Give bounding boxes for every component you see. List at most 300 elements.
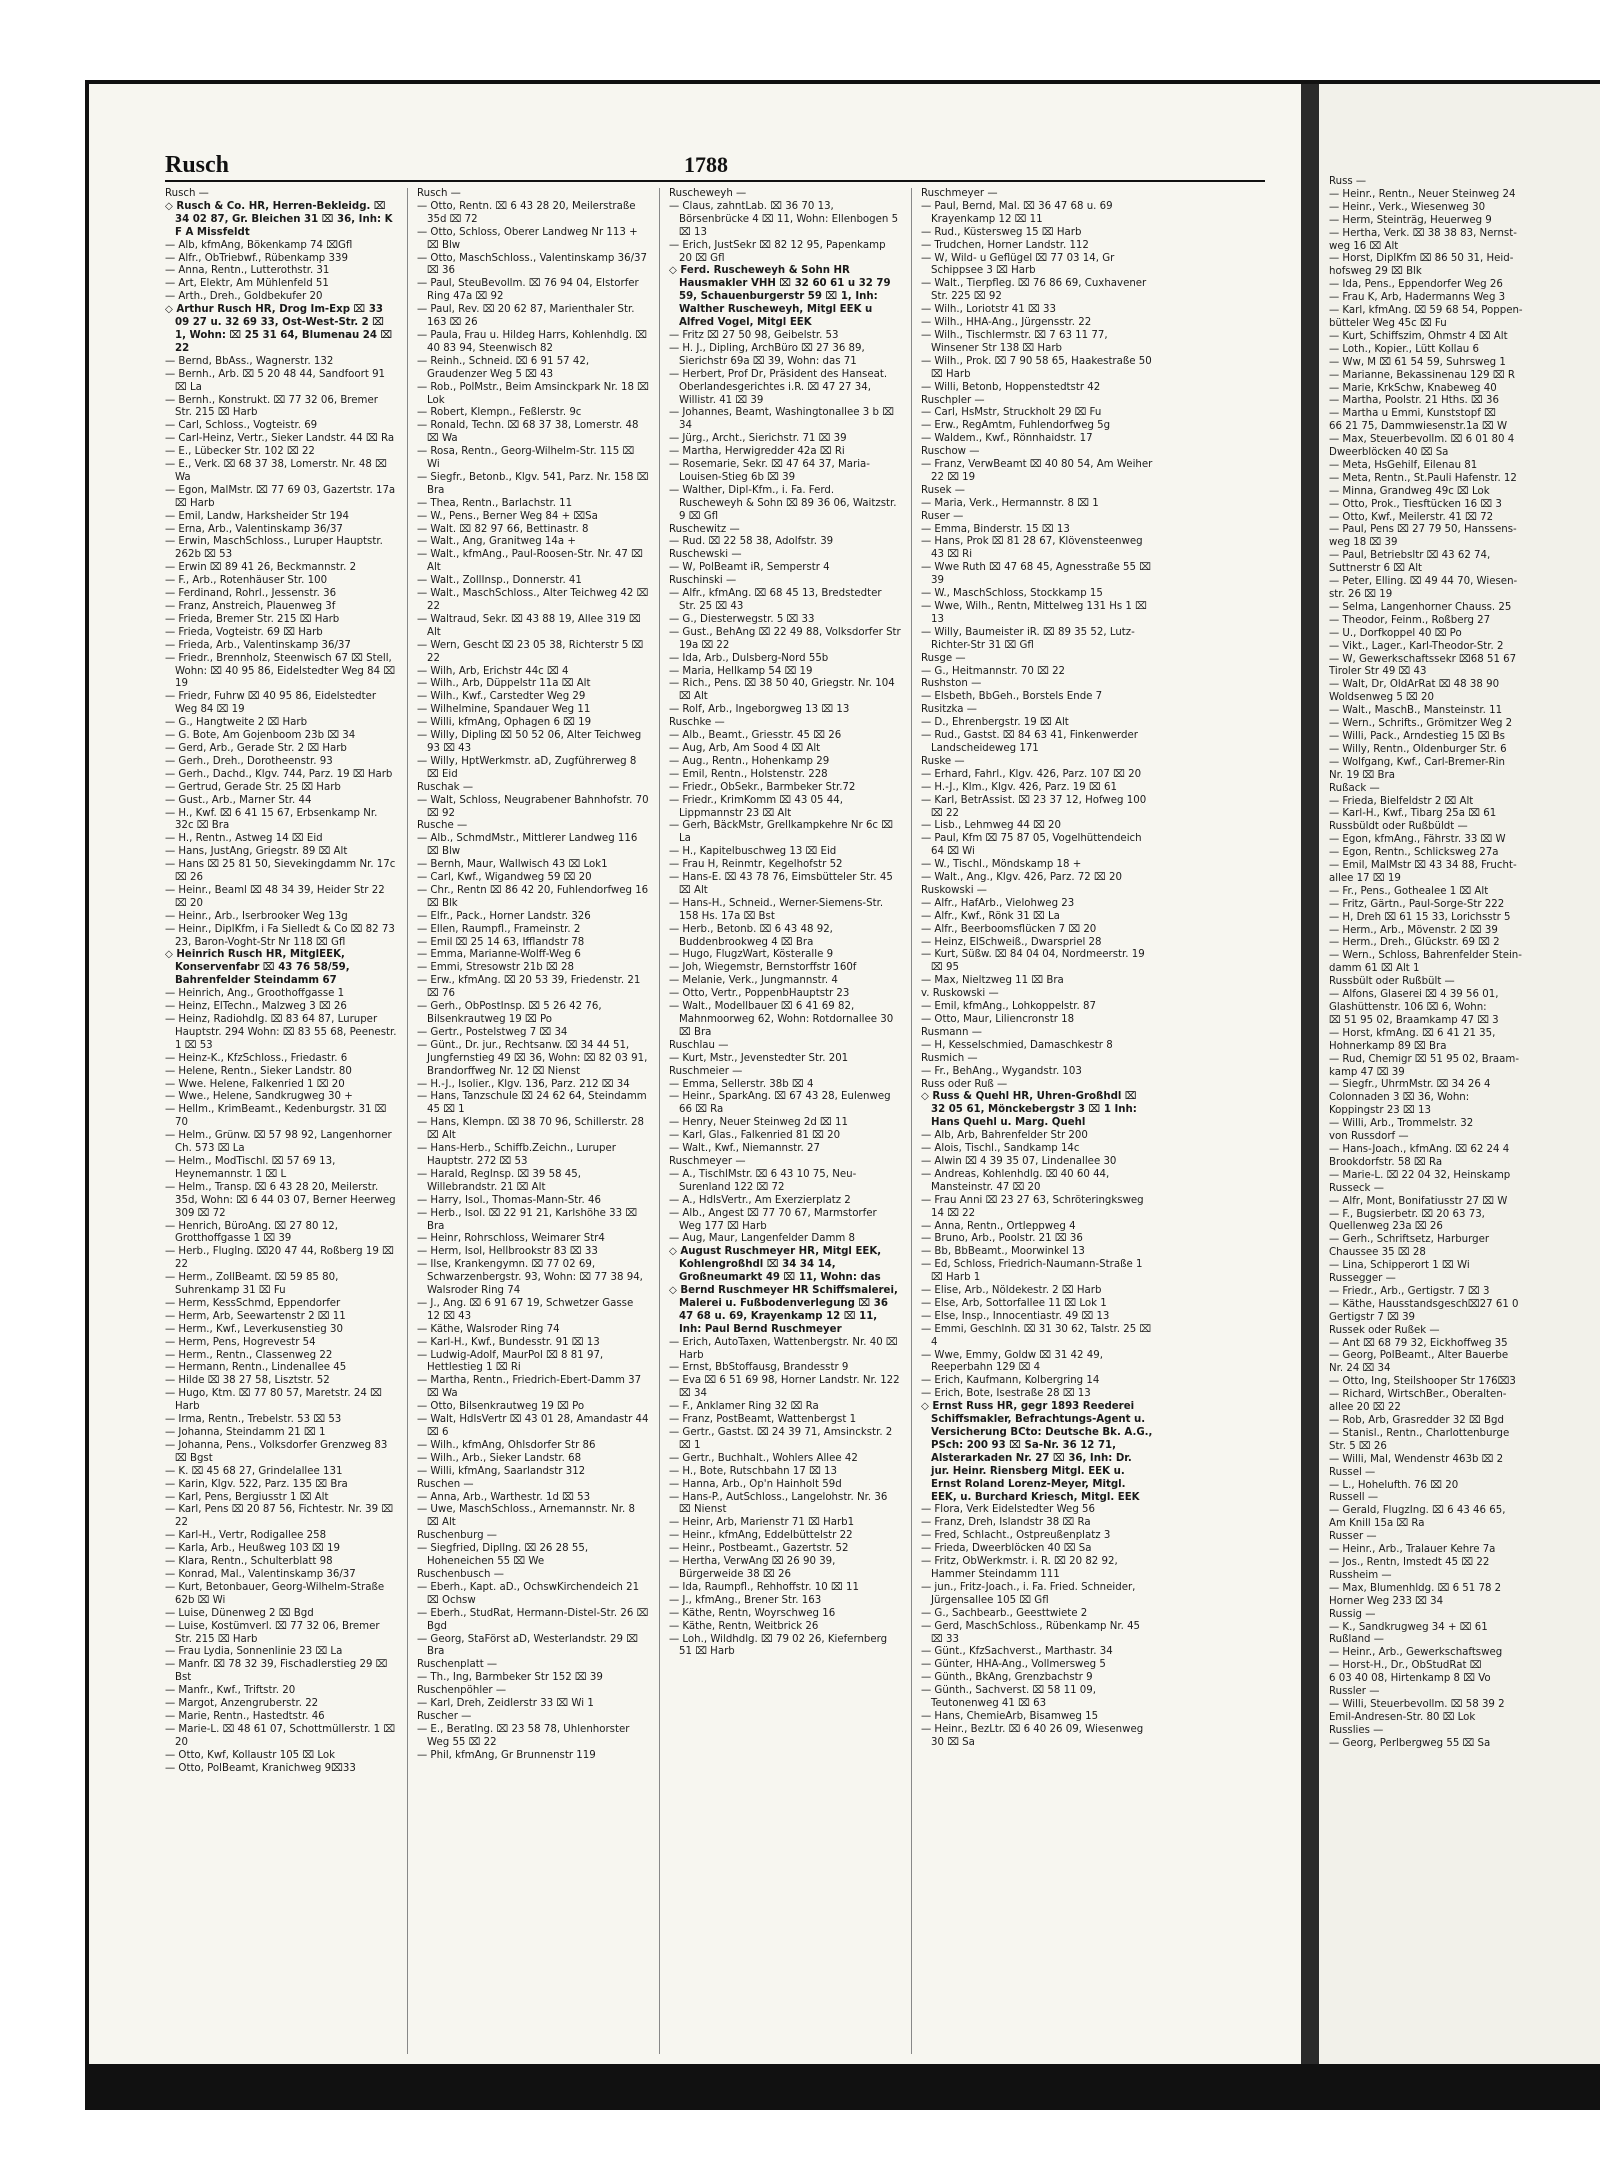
listing-entry: — G., Hangtweite 2 ⌧ Harb bbox=[165, 717, 308, 729]
listing-entry: — D., Ehrenbergstr. 19 ⌧ Alt bbox=[921, 717, 1069, 729]
facing-page-line: — Meta, HsGehilf, Eilenau 81 bbox=[1329, 459, 1478, 471]
listing-entry: — F., Anklamer Ring 32 ⌧ Ra bbox=[669, 1401, 819, 1413]
listing-entry: — Aug., Rentn., Hohenkamp 29 bbox=[669, 755, 830, 767]
listing-entry: — Herb., Fluglng. ⌧20 47 44, Roßberg 19 ⌧ 22 bbox=[165, 1246, 394, 1271]
listing-entry: — Franz, PostBeamt, Wattenbergst 1 bbox=[669, 1414, 857, 1426]
listing-entry: — W., MaschSchloss, Stockkamp 15 bbox=[921, 588, 1103, 600]
surname-heading: Rusge — bbox=[921, 652, 966, 664]
surname-heading: Rusitzka — bbox=[921, 704, 977, 716]
listing-entry: — Rich., Pens. ⌧ 38 50 40, Griegstr. Nr. 104 ⌧ Alt bbox=[669, 678, 895, 703]
listing-entry: — Alfr., Beerboomsflücken 7 ⌧ 20 bbox=[921, 923, 1097, 935]
listing-entry: — Günth., BkAng, Grenzbachstr 9 bbox=[921, 1672, 1093, 1684]
listing-entry: — Georg, StaFörst aD, Westerlandstr. 29 ⌧ Bra bbox=[417, 1633, 638, 1658]
listing-entry: — Heinr., Beaml ⌧ 48 34 39, Heider Str 22 ⌧ 20 bbox=[165, 884, 385, 909]
listing-entry: — Bernd, BbAss., Wagnerstr. 132 bbox=[165, 355, 334, 367]
listing-entry: — Franz, VerwBeamt ⌧ 40 80 54, Am Weiher 22 ⌧ 19 bbox=[921, 459, 1153, 483]
listing-entry: — Erw., kfmAng. ⌧ 20 53 39, Friedenstr. 21 ⌧ 76 bbox=[417, 975, 641, 1000]
listing-entry: — Harry, Isol., Thomas-Mann-Str. 46 bbox=[417, 1194, 601, 1206]
facing-page-line: — Frau K, Arb, Hadermanns Weg 3 bbox=[1329, 292, 1506, 304]
listing-entry: — Rosa, Rentn., Georg-Wilhelm-Str. 115 ⌧ Wi bbox=[417, 446, 635, 471]
listing-entry: — Walt, HdlsVertr ⌧ 43 01 28, Amandastr 44 ⌧ 6 bbox=[417, 1414, 649, 1438]
listing-entry: — Käthe, Rentn, Woyrschweg 16 bbox=[669, 1607, 836, 1619]
listing-entry: — Willy, Dipling ⌧ 50 52 06, Alter Teichweg 93 ⌧ 43 bbox=[417, 730, 642, 754]
listing-entry: — Marie, Rentn., Hastedtstr. 46 bbox=[165, 1710, 325, 1722]
facing-page-line: str. 26 ⌧ 19 bbox=[1329, 589, 1393, 600]
listing-entry: — Paul, Bernd, Mal. ⌧ 36 47 68 u. 69 Krayenkamp 12 ⌧ 11 bbox=[921, 200, 1113, 225]
listing-entry: — Wwe, Wilh., Rentn, Mittelweg 131 Hs 1 ⌧ 13 bbox=[921, 601, 1147, 625]
facing-page-line: Nr. 24 ⌧ 34 bbox=[1329, 1363, 1391, 1375]
facing-page-line: — Marianne, Bekassinenau 129 ⌧ R bbox=[1329, 369, 1515, 381]
surname-heading: Ruschmeyer — bbox=[921, 188, 998, 199]
surname-heading: Ruscher — bbox=[417, 1710, 472, 1722]
listing-column-2 bbox=[417, 188, 649, 2058]
listing-entry: — Carl, Schloss., Vogteistr. 69 bbox=[165, 420, 318, 432]
listing-entry: — Alois, Tischl., Sandkamp 14c bbox=[921, 1143, 1080, 1155]
listing-entry: — Alfr., ObTriebwf., Rübenkamp 339 bbox=[165, 252, 348, 264]
facing-page-line: — Paul, Betriebsltr ⌧ 43 62 74, bbox=[1329, 550, 1491, 562]
listing-entry: — Emil ⌧ 25 14 63, Ifflandstr 78 bbox=[417, 936, 585, 948]
facing-page-line: Glashüttenstr. 106 ⌧ 6, Wohn: bbox=[1329, 1002, 1487, 1013]
listing-entry: — Max, Nieltzweg 11 ⌧ Bra bbox=[921, 975, 1064, 987]
facing-page-line: Brookdorfstr. 58 ⌧ Ra bbox=[1329, 1156, 1443, 1168]
listing-entry: — Carl, HsMstr, Struckholt 29 ⌧ Fu bbox=[921, 407, 1102, 419]
listing-entry: — Herm., Kwf., Leverkusenstieg 30 bbox=[165, 1323, 343, 1335]
business-entry: ◇ Heinrich Rusch HR, MitglEEK, Konservenfabr ⌧ 43 76 58/59, Bahrenfelder Steindamm 67 bbox=[165, 949, 350, 987]
listing-entry: — Aug, Arb, Am Sood 4 ⌧ Alt bbox=[669, 742, 821, 754]
listing-entry: — W, Wild- u Geflügel ⌧ 77 03 14, Gr Schippsee 3 ⌧ Harb bbox=[921, 252, 1115, 277]
listing-entry: — Hugo, FlugzWart, Kösteralle 9 bbox=[669, 949, 834, 961]
facing-page-line: Str. 5 ⌧ 26 bbox=[1329, 1440, 1387, 1452]
facing-page-line: — Wolfgang, Kwf., Carl-Bremer-Rin bbox=[1329, 756, 1505, 768]
surname-heading: Ruskowski — bbox=[921, 884, 987, 896]
listing-entry: — H.-J., Isolier., Klgv. 136, Parz. 212 ⌧ 34 bbox=[417, 1078, 630, 1090]
listing-entry: — H, Kesselschmied, Damaschkestr 8 bbox=[921, 1039, 1113, 1051]
surname-heading: Rusch — bbox=[417, 188, 461, 199]
listing-entry: — Ludwig-Adolf, MaurPol ⌧ 8 81 97, Hettlestieg 1 ⌧ Ri bbox=[417, 1349, 604, 1374]
facing-page-line: — Stanisl., Rentn., Charlottenburge bbox=[1329, 1427, 1510, 1439]
facing-page-line: allee 20 ⌧ 22 bbox=[1329, 1402, 1401, 1414]
surname-heading: Ruschpler — bbox=[921, 394, 985, 406]
surname-heading: Rusek — bbox=[921, 484, 965, 496]
surname-heading: Ruschen — bbox=[417, 1478, 474, 1490]
surname-heading: Ruschewitz — bbox=[669, 523, 740, 535]
listing-entry: — Karl-H., Vertr, Rodigallee 258 bbox=[165, 1530, 327, 1542]
listing-entry: — Herm, KessSchmd, Eppendorfer bbox=[165, 1297, 341, 1309]
facing-page-line: — L., Hohelufth. 76 ⌧ 20 bbox=[1329, 1479, 1459, 1491]
listing-entry: — H., Kapitelbuschweg 13 ⌧ Eid bbox=[669, 846, 837, 858]
surname-heading: Rusmann — bbox=[921, 1026, 982, 1038]
surname-heading: Rusch — bbox=[165, 188, 209, 199]
listing-entry: — Walt., Modellbauer ⌧ 6 41 69 82, Mahnmoorweg 62, Wohn: Rotdornallee 30 ⌧ Bra bbox=[669, 1001, 894, 1038]
listing-entry: — Helm., Grünw. ⌧ 57 98 92, Langenhorner Ch. 573 ⌧ La bbox=[165, 1130, 392, 1155]
listing-entry: — Walt., Tierpfleg. ⌧ 76 86 69, Cuxhavener Str. 225 ⌧ 92 bbox=[921, 278, 1147, 303]
facing-page-line: allee 17 ⌧ 19 bbox=[1329, 872, 1401, 884]
listing-entry: — Hans, Prok ⌧ 81 28 67, Klövensteenweg 43 ⌧ Ri bbox=[921, 536, 1143, 561]
listing-entry: — Herb., Betonb. ⌧ 6 43 48 92, Buddenbrookweg 4 ⌧ Bra bbox=[669, 923, 833, 948]
listing-entry: — Hans, JustAng, Griegstr. 89 ⌧ Alt bbox=[165, 846, 348, 858]
facing-page-line: Suttnerstr 6 ⌧ Alt bbox=[1329, 563, 1423, 575]
surname-heading: Ruschow — bbox=[921, 446, 980, 458]
surname-heading: Ruschenburg — bbox=[417, 1530, 497, 1542]
facing-page-line: Russel — bbox=[1329, 1466, 1376, 1478]
surname-heading: Ruschak — bbox=[417, 781, 474, 793]
listing-column-3 bbox=[669, 188, 901, 2058]
facing-page-line: — Gerald, FlugzIng. ⌧ 6 43 46 65, bbox=[1329, 1505, 1506, 1517]
surname-heading: Ruschenpöhler — bbox=[417, 1685, 507, 1697]
facing-page-line: Russler — bbox=[1329, 1686, 1380, 1698]
listing-entry: — Hermann, Rentn., Lindenallee 45 bbox=[165, 1362, 347, 1374]
facing-page-line: — Peter, Elling. ⌧ 49 44 70, Wiesen- bbox=[1329, 576, 1518, 588]
facing-page-line: — Willi, Arb., Trommelstr. 32 bbox=[1329, 1118, 1474, 1130]
facing-page-line: — Max, Blumenhldg. ⌧ 6 51 78 2 bbox=[1329, 1582, 1502, 1594]
listing-entry: — Emma, Binderstr. 15 ⌧ 13 bbox=[921, 523, 1070, 535]
listing-entry: — Herm, Arb, Seewartenstr 2 ⌧ 11 bbox=[165, 1310, 346, 1322]
listing-entry: — Melanie, Verk., Jungmannstr. 4 bbox=[669, 975, 838, 987]
listing-entry: — Elsbeth, BbGeh., Borstels Ende 7 bbox=[921, 691, 1103, 703]
listing-entry: — Günt., KfzSachverst., Marthastr. 34 bbox=[921, 1646, 1113, 1658]
listing-entry: — Gerh., Dachd., Klgv. 744, Parz. 19 ⌧ Harb bbox=[165, 768, 393, 780]
facing-page-line: — Käthe, Hausstandsgesch⌧27 61 0 bbox=[1329, 1298, 1519, 1310]
listing-entry: — Wilhelmine, Spandauer Weg 11 bbox=[417, 704, 591, 716]
listing-entry: — Karin, Klgv. 522, Parz. 135 ⌧ Bra bbox=[165, 1478, 348, 1490]
listing-entry: — Ilse, Krankengymn. ⌧ 77 02 69, Schwarzenbergstr. 93, Wohn: ⌧ 77 38 94, Walsroder Ring 74 bbox=[417, 1259, 643, 1297]
listing-entry: — Walt, Schloss, Neugrabener Bahnhofstr. 70 ⌧ 92 bbox=[417, 794, 649, 819]
listing-entry: — Lisb., Lehmweg 44 ⌧ 20 bbox=[921, 820, 1062, 832]
listing-entry: — Walt., Kwf., Niemannstr. 27 bbox=[669, 1143, 820, 1155]
listing-entry: — Hans, ChemieArb, Bisamweg 15 bbox=[921, 1710, 1099, 1722]
facing-page-line: — Loth., Kopier., Lütt Kollau 6 bbox=[1329, 343, 1479, 355]
listing-entry: — Karl, Glas., Falkenried 81 ⌧ 20 bbox=[669, 1130, 841, 1142]
listing-entry: — Gertr., Gastst. ⌧ 24 39 71, Amsinckstr. 2 ⌧ 1 bbox=[669, 1427, 893, 1451]
facing-page-line: — U., Dorfkoppel 40 ⌧ Po bbox=[1329, 627, 1462, 639]
listing-entry: — Heinr., BezLtr. ⌧ 6 40 26 09, Wiesenweg 30 ⌧ Sa bbox=[921, 1723, 1144, 1748]
facing-page-line: kamp 47 ⌧ 39 bbox=[1329, 1066, 1405, 1078]
listing-entry: — Manfr., Kwf., Triftstr. 20 bbox=[165, 1685, 296, 1697]
facing-page-line: Quellenweg 23a ⌧ 26 bbox=[1329, 1221, 1443, 1233]
listing-entry: — Loh., Wildhdlg. ⌧ 79 02 26, Kiefernberg 51 ⌧ Harb bbox=[669, 1633, 888, 1658]
listing-entry: — Otto, Maur, Liliencronstr 18 bbox=[921, 1014, 1075, 1025]
listing-entry: — Käthe, Rentn, Weitbrick 26 bbox=[669, 1620, 819, 1632]
listing-entry: — Waldem., Kwf., Rönnhaidstr. 17 bbox=[921, 433, 1093, 445]
listing-entry: — Ida, Arb., Dulsberg-Nord 55b bbox=[669, 652, 829, 664]
facing-page-line: Colonnaden 3 ⌧ 36, Wohn: bbox=[1329, 1092, 1470, 1104]
listing-entry: — Rolf, Arb., Ingeborgweg 13 ⌧ 13 bbox=[669, 704, 850, 716]
listing-entry: — H., Kwf. ⌧ 6 41 15 67, Erbsenkamp Nr. 32c ⌧ Bra bbox=[165, 807, 378, 832]
surname-heading: Rusche — bbox=[417, 820, 468, 832]
listing-entry: — Heinr., Arb., Iserbrooker Weg 13g bbox=[165, 910, 348, 922]
listing-entry: — Wilh., kfmAng, Ohlsdorfer Str 86 bbox=[417, 1439, 596, 1451]
listing-entry: — Erich, Kaufmann, Kolbergring 14 bbox=[921, 1375, 1100, 1387]
facing-page-line: — Egon, Rentn., Schlicksweg 27a bbox=[1329, 847, 1499, 859]
listing-entry: — Helm., Transp. ⌧ 6 43 28 20, Meilerstr. 35d, Wohn: ⌧ 6 44 03 07, Berner Heerweg 309 ⌧ 72 bbox=[165, 1181, 396, 1219]
listing-entry: — Frau H, Reinmtr, Kegelhofstr 52 bbox=[669, 859, 843, 871]
listing-entry: — Anna, Rentn., Lutterothstr. 31 bbox=[165, 265, 330, 277]
listing-entry: — Frieda, Arb., Valentinskamp 36/37 bbox=[165, 639, 351, 651]
facing-page-line: Am Knill 15a ⌧ Ra bbox=[1329, 1518, 1425, 1530]
listing-entry: — Wilh., Arb., Sieker Landstr. 68 bbox=[417, 1452, 582, 1464]
listing-entry: — Wilh., HHA-Ang., Jürgensstr. 22 bbox=[921, 317, 1092, 329]
facing-page-line: — Herm., Arb., Mövenstr. 2 ⌧ 39 bbox=[1329, 924, 1498, 936]
listing-entry: — Wilh., Kwf., Carstedter Weg 29 bbox=[417, 691, 586, 703]
listing-entry: — Margot, Anzengruberstr. 22 bbox=[165, 1698, 319, 1710]
listing-entry: — Erw., RegAmtm, Fuhlendorfweg 5g bbox=[921, 420, 1111, 432]
listing-entry: — Rob., PolMstr., Beim Amsinckpark Nr. 18 ⌧ Lok bbox=[417, 381, 649, 406]
listing-entry: — Heinr., Postbeamt., Gazertstr. 52 bbox=[669, 1543, 849, 1555]
listing-entry: — Heinr, Arb, Marienstr 71 ⌧ Harb1 bbox=[669, 1517, 855, 1529]
listing-entry: — Manfr. ⌧ 78 32 39, Fischadlerstieg 29 ⌧ Bst bbox=[165, 1659, 388, 1684]
listing-entry: — Emma, Marianne-Wolff-Weg 6 bbox=[417, 949, 581, 961]
listing-entry: — Frieda, Bremer Str. 215 ⌧ Harb bbox=[165, 613, 340, 625]
facing-page-line: — Emil, MalMstr ⌧ 43 34 88, Frucht- bbox=[1329, 860, 1517, 872]
listing-entry: — Maria, Verk., Hermannstr. 8 ⌧ 1 bbox=[921, 497, 1099, 509]
listing-entry: — Phil, kfmAng, Gr Brunnenstr 119 bbox=[417, 1749, 596, 1761]
facing-page-line: — Otto, Kwf., Meilerstr. 41 ⌧ 72 bbox=[1329, 511, 1494, 523]
listing-entry: — Carl-Heinz, Vertr., Sieker Landstr. 44 ⌧ Ra bbox=[165, 433, 395, 445]
facing-page-line: — Marie, KrkSchw, Knabeweg 40 bbox=[1329, 382, 1497, 394]
facing-page-line: — Vikt., Lager., Karl-Theodor-Str. 2 bbox=[1329, 640, 1504, 652]
facing-page-line: — Hertha, Verk. ⌧ 38 38 83, Nernst- bbox=[1329, 227, 1517, 239]
facing-page-line: Dweerblöcken 40 ⌧ Sa bbox=[1329, 447, 1449, 459]
listing-entry: — Walt., Ang, Granitweg 14a + bbox=[417, 536, 576, 548]
listing-entry: — Willi, kfmAng, Saarlandstr 312 bbox=[417, 1465, 586, 1477]
listing-entry: — Gust., BehAng ⌧ 22 49 88, Volksdorfer Str 19a ⌧ 22 bbox=[669, 626, 901, 651]
listing-entry: — Otto, Vertr., PoppenbHauptstr 23 bbox=[669, 988, 850, 1000]
listing-entry: — Erich, JustSekr ⌧ 82 12 95, Papenkamp 20 ⌧ Gfl bbox=[669, 239, 886, 264]
listing-entry: — Bernh., Arb. ⌧ 5 20 48 44, Sandfoort 91 ⌧ La bbox=[165, 368, 386, 393]
facing-page-line: — Friedr., Arb., Gertigstr. 7 ⌧ 3 bbox=[1329, 1285, 1490, 1297]
facing-page-line: — Heinr., Verk., Wiesenweg 30 bbox=[1329, 201, 1486, 213]
listing-entry: — H., Bote, Rutschbahn 17 ⌧ 13 bbox=[669, 1465, 838, 1477]
listing-entry: — H. J., Dipling, ArchBüro ⌧ 27 36 89, Sierichstr 69a ⌧ 39, Wohn: das 71 bbox=[669, 342, 865, 367]
listing-entry: — Karl, Pens, Bergiusstr 1 ⌧ Alt bbox=[165, 1491, 329, 1503]
listing-entry: — Herm, Pens, Hogrevestr 54 bbox=[165, 1336, 316, 1348]
facing-page-line: Russell — bbox=[1329, 1492, 1379, 1504]
listing-entry: — Rud., Gastst. ⌧ 84 63 41, Finkenwerder Landscheideweg 171 bbox=[921, 730, 1138, 754]
listing-entry: — Friedr, Fuhrw ⌧ 40 95 86, Eidelstedter Weg 84 ⌧ 19 bbox=[165, 691, 377, 716]
facing-page-line: Russ — bbox=[1329, 176, 1367, 187]
facing-page-line: 66 21 75, Dammwiesenstr.1a ⌧ W bbox=[1329, 421, 1508, 433]
listing-entry: — Fritz ⌧ 27 50 98, Geibelstr. 53 bbox=[669, 329, 839, 341]
facing-page-line: — Willy, Rentn., Oldenburger Str. 6 bbox=[1329, 743, 1507, 755]
business-entry: ◇ August Ruschmeyer HR, Mitgl EEK, Kohlengroßhdl ⌧ 34 34 14, Großneumarkt 49 ⌧ 11, Wohn: das bbox=[669, 1246, 882, 1284]
facing-page-line: — Meta, Rentn., St.Pauli Hafenstr. 12 bbox=[1329, 472, 1517, 484]
listing-entry: — Hanna, Arb., Op'n Hainholt 59d bbox=[669, 1478, 842, 1490]
listing-entry: — Walt. ⌧ 82 97 66, Bettinastr. 8 bbox=[417, 523, 589, 535]
listing-entry: — Karl-H., Kwf., Bundesstr. 91 ⌧ 13 bbox=[417, 1336, 600, 1348]
listing-entry: — Alfr., HafArb., Vielohweg 23 bbox=[921, 897, 1075, 909]
facing-page-line: — Willi, Mal, Wendenstr 463b ⌧ 2 bbox=[1329, 1453, 1504, 1465]
listing-entry: — Heinr., kfmAng, Eddelbüttelstr 22 bbox=[669, 1530, 853, 1542]
listing-entry: — Else, Arb, Sottorfallee 11 ⌧ Lok 1 bbox=[921, 1297, 1107, 1309]
listing-entry: — Karl, BetrAssist. ⌧ 23 37 12, Hofweg 100 ⌧ 22 bbox=[921, 794, 1147, 819]
listing-entry: — Frieda, Vogteistr. 69 ⌧ Harb bbox=[165, 626, 323, 638]
listing-entry: — Ellen, Raumpfl., Frameinstr. 2 bbox=[417, 923, 581, 935]
listing-entry: — Otto, Schloss, Oberer Landweg Nr 113 + ⌧ Blw bbox=[417, 226, 638, 251]
listing-entry: — Eberh., Kapt. aD., OchswKirchendeich 21 ⌧ Ochsw bbox=[417, 1581, 640, 1606]
facing-page-line: — W, Gewerkschaftssekr ⌧68 51 67 bbox=[1329, 653, 1517, 665]
listing-entry: — K. ⌧ 45 68 27, Grindelallee 131 bbox=[165, 1465, 343, 1477]
listing-entry: — E., Beratlng. ⌧ 23 58 78, Uhlenhorster Weg 55 ⌧ 22 bbox=[417, 1723, 630, 1748]
facing-page-line: — Otto, Prok., Tiesftücken 16 ⌧ 3 bbox=[1329, 498, 1502, 510]
listing-entry: — Paul, Kfm ⌧ 75 87 05, Vogelhüttendeich 64 ⌧ Wi bbox=[921, 833, 1142, 858]
listing-entry: — Heinr., DiplKfm, i Fa Sielledt & Co ⌧ 82 73 23, Baron-Voght-Str Nr 118 ⌧ Gfl bbox=[165, 923, 395, 948]
facing-page-line: — Alfr, Mont, Bonifatiusstr 27 ⌧ W bbox=[1329, 1195, 1508, 1207]
listing-entry: — Käthe, Walsroder Ring 74 bbox=[417, 1323, 560, 1335]
listing-entry: — Martha, Rentn., Friedrich-Ebert-Damm 37 ⌧ Wa bbox=[417, 1375, 642, 1400]
listing-entry: — W., Pens., Berner Weg 84 + ⌧Sa bbox=[417, 510, 598, 522]
column-divider bbox=[407, 188, 408, 2054]
business-entry: ◇ Russ & Quehl HR, Uhren-Großhdl ⌧ 32 05 61, Mönckebergstr 3 ⌧ 1 Inh: Hans Quehl u. Marg. Quehl bbox=[921, 1091, 1137, 1129]
listing-entry: — Fred, Schlacht., Ostpreußenplatz 3 bbox=[921, 1530, 1111, 1542]
listing-entry: — Fritz, ObWerkmstr. i. R. ⌧ 20 82 92, Hammer Steindamm 111 bbox=[921, 1556, 1118, 1580]
listing-entry: — Günth., Sachverst. ⌧ 58 11 09, Teutonenweg 41 ⌧ 63 bbox=[921, 1685, 1097, 1710]
listing-entry: — Gerd, Arb., Gerade Str. 2 ⌧ Harb bbox=[165, 742, 347, 754]
listing-entry: — Hans, Tanzschule ⌧ 24 62 64, Steindamm 45 ⌧ 1 bbox=[417, 1091, 647, 1116]
facing-page-line: — Horst, kfmAng. ⌧ 6 41 21 35, bbox=[1329, 1027, 1496, 1039]
listing-entry: — Franz, Anstreich, Plauenweg 3f bbox=[165, 601, 336, 612]
listing-entry: — Karla, Arb., Heußweg 103 ⌧ 19 bbox=[165, 1543, 340, 1555]
facing-page-line: Rußland — bbox=[1329, 1634, 1384, 1646]
listing-entry: — Hans-P., AutSchloss., Langelohstr. Nr. 36 ⌧ Nienst bbox=[669, 1491, 888, 1516]
listing-entry: — Uwe, MaschSchloss., Arnemannstr. Nr. 8 ⌧ Alt bbox=[417, 1504, 635, 1529]
listing-entry: — Kurt, Mstr., Jevenstedter Str. 201 bbox=[669, 1052, 849, 1064]
listing-entry: — Erich, Bote, Isestraße 28 ⌧ 13 bbox=[921, 1388, 1091, 1400]
listing-entry: — Wern, Gescht ⌧ 23 05 38, Richterstr 5 ⌧ 22 bbox=[417, 639, 644, 664]
listing-entry: — Andreas, Kohlenhdlg. ⌧ 40 60 44, Mansteinstr. 47 ⌧ 20 bbox=[921, 1168, 1110, 1193]
listing-entry: — Otto, Rentn. ⌧ 6 43 28 20, Meilerstraße 35d ⌧ 72 bbox=[417, 200, 636, 225]
listing-entry: — Alwin ⌧ 4 39 35 07, Lindenallee 30 bbox=[921, 1155, 1117, 1167]
listing-entry: — Walt., MaschSchloss., Alter Teichweg 42 ⌧ 22 bbox=[417, 588, 649, 612]
listing-entry: — Hertha, VerwAng ⌧ 26 90 39, Bürgerweide 38 ⌧ 26 bbox=[669, 1556, 836, 1580]
listing-entry: — Heinz, ElSchweiß., Dwarspriel 28 bbox=[921, 936, 1102, 948]
listing-entry: — Alb, kfmAng, Bökenkamp 74 ⌧Gfl bbox=[165, 239, 353, 251]
listing-entry: — Emma, Sellerstr. 38b ⌧ 4 bbox=[669, 1078, 814, 1090]
facing-page-line: — Gerh., Schriftsetz, Harburger bbox=[1329, 1234, 1490, 1246]
listing-entry: — Heinz, ElTechn., Malzweg 3 ⌧ 26 bbox=[165, 1001, 347, 1013]
listing-entry: — Bernh, Maur, Wallwisch 43 ⌧ Lok1 bbox=[417, 859, 608, 871]
facing-page-line: ⌧ 51 95 02, Braamkamp 47 ⌧ 3 bbox=[1329, 1014, 1499, 1026]
facing-page-line: — Fritz, Gärtn., Paul-Sorge-Str 222 bbox=[1329, 898, 1505, 910]
listing-entry: — Ed, Schloss, Friedrich-Naumann-Straße 1 ⌧ Harb 1 bbox=[921, 1259, 1143, 1284]
listing-entry: — Alfr., Kwf., Rönk 31 ⌧ La bbox=[921, 910, 1060, 922]
facing-page-line: — Willi, Steuerbevollm. ⌧ 58 39 2 bbox=[1329, 1698, 1505, 1710]
directory-page bbox=[89, 84, 1301, 2064]
listing-entry: — Luise, Kostümverl. ⌧ 77 32 06, Bremer Str. 215 ⌧ Harb bbox=[165, 1620, 380, 1645]
listing-entry: — A., TischlMstr. ⌧ 6 43 10 75, Neu-Surenland 122 ⌧ 72 bbox=[669, 1168, 857, 1193]
facing-page-line: — Wern., Schrifts., Grömitzer Weg 2 bbox=[1329, 718, 1513, 730]
listing-entry: — Günt., Dr. jur., Rechtsanw. ⌧ 34 44 51, Jungfernstieg 49 ⌧ 36, Wohn: ⌧ 82 03 91, Brandorffweg Nr. 12 ⌧ Nienst bbox=[417, 1039, 648, 1077]
listing-entry: — Emmi, Geschlnh. ⌧ 31 30 62, Talstr. 25 ⌧ 4 bbox=[921, 1323, 1152, 1348]
listing-entry: — Karl, Pens ⌧ 20 87 56, Fichtestr. Nr. 39 ⌧ 22 bbox=[165, 1504, 394, 1529]
facing-page-line: bütteler Weg 45c ⌧ Fu bbox=[1329, 317, 1447, 329]
facing-page-line: — Fr., Pens., Gothealee 1 ⌧ Alt bbox=[1329, 885, 1489, 897]
listing-entry: — Siegfried, Dipllng. ⌧ 26 28 55, Hoheneichen 55 ⌧ We bbox=[417, 1543, 589, 1568]
facing-page-line: Russig — bbox=[1329, 1608, 1376, 1620]
listing-entry: — Gertr., Buchhalt., Wohlers Allee 42 bbox=[669, 1452, 858, 1464]
listing-entry: — Herb., Isol. ⌧ 22 91 21, Karlshöhe 33 ⌧ Bra bbox=[417, 1207, 638, 1232]
listing-entry: — Emmi, Stresowstr 21b ⌧ 28 bbox=[417, 962, 574, 974]
surname-heading: Ruschmeier — bbox=[669, 1065, 743, 1077]
listing-entry: — Luise, Dünenweg 2 ⌧ Bgd bbox=[165, 1607, 314, 1619]
listing-entry: — Bb, BbBeamt., Moorwinkel 13 bbox=[921, 1246, 1085, 1258]
listing-entry: — H., Rentn., Astweg 14 ⌧ Eid bbox=[165, 833, 323, 845]
listing-entry: — Waltraud, Sekr. ⌧ 43 88 19, Allee 319 ⌧ Alt bbox=[417, 613, 641, 638]
facing-page-line: — Paul, Pens ⌧ 27 79 50, Hanssens- bbox=[1329, 524, 1517, 536]
facing-page-line: — Richard, WirtschBer., Oberalten- bbox=[1329, 1389, 1507, 1401]
listing-entry: — Emil, Landw, Harksheider Str 194 bbox=[165, 510, 349, 522]
listing-entry: — Flora, Verk Eidelstedter Weg 56 bbox=[921, 1504, 1095, 1516]
listing-entry: — Trudchen, Horner Landstr. 112 bbox=[921, 239, 1089, 251]
listing-entry: — Rud. ⌧ 22 58 38, Adolfstr. 39 bbox=[669, 536, 834, 548]
facing-page-line: weg 18 ⌧ 39 bbox=[1329, 537, 1398, 549]
listing-entry: — Erna, Arb., Valentinskamp 36/37 bbox=[165, 523, 343, 535]
listing-entry: — Otto, MaschSchloss., Valentinskamp 36/37 ⌧ 36 bbox=[417, 252, 647, 277]
listing-entry: — F., Arb., Rotenhäuser Str. 100 bbox=[165, 575, 328, 587]
listing-entry: — Paul, SteuBevollm. ⌧ 76 94 04, Elstorfer Ring 47a ⌧ 92 bbox=[417, 278, 639, 303]
listing-entry: — J., Ang. ⌧ 6 91 67 19, Schwetzer Gasse 12 ⌧ 43 bbox=[417, 1297, 634, 1322]
listing-entry: — Willi, kfmAng, Ophagen 6 ⌧ 19 bbox=[417, 717, 592, 729]
listing-entry: — Siegfr., Betonb., Klgv. 541, Parz. Nr. 158 ⌧ Bra bbox=[417, 471, 649, 496]
facing-page-line: — Wern., Schloss, Bahrenfelder Stein- bbox=[1329, 950, 1522, 962]
header-rule bbox=[165, 180, 1265, 182]
facing-page-line: — Theodor, Feinm., Roßberg 27 bbox=[1329, 614, 1491, 626]
listing-entry: — Walt., kfmAng., Paul-Roosen-Str. Nr. 47 ⌧ Alt bbox=[417, 549, 643, 574]
facing-page-line: — Horst-H., Dr., ObStudRat ⌧ bbox=[1329, 1660, 1482, 1672]
listing-entry: — Bernh., Konstrukt. ⌧ 77 32 06, Bremer Str. 215 ⌧ Harb bbox=[165, 394, 378, 419]
listing-entry: — Wilh, Arb, Erichstr 44c ⌧ 4 bbox=[417, 665, 569, 677]
surname-heading: Russ oder Ruß — bbox=[921, 1078, 1008, 1090]
listing-entry: — Bruno, Arb., Poolstr. 21 ⌧ 36 bbox=[921, 1233, 1083, 1245]
listing-entry: — H.-J., Klm., Klgv. 426, Parz. 19 ⌧ 61 bbox=[921, 781, 1117, 793]
listing-entry: — Rosemarie, Sekr. ⌧ 47 64 37, Maria-Louisen-Stieg 6b ⌧ 39 bbox=[669, 459, 870, 483]
surname-heading: Ruschlau — bbox=[669, 1039, 729, 1051]
book-gutter bbox=[1301, 84, 1319, 2064]
listing-entry: — Elfr., Pack., Horner Landstr. 326 bbox=[417, 910, 591, 922]
listing-entry: — Rud., Küstersweg 15 ⌧ Harb bbox=[921, 226, 1082, 238]
surname-heading: Ruschmeyer — bbox=[669, 1155, 746, 1167]
listing-entry: — Reinh., Schneid. ⌧ 6 91 57 42, Graudenzer Weg 5 ⌧ 43 bbox=[417, 355, 590, 380]
listing-entry: — Gerh, BäckMstr, Grellkampkehre Nr 6c ⌧ La bbox=[669, 820, 893, 845]
listing-entry: — E., Verk. ⌧ 68 37 38, Lomerstr. Nr. 48 ⌧ Wa bbox=[165, 459, 387, 483]
listing-entry: — Egon, MalMstr. ⌧ 77 69 03, Gazertstr. 17a ⌧ Harb bbox=[165, 484, 396, 509]
listing-entry: — Wwe. Helene, Falkenried 1 ⌧ 20 bbox=[165, 1078, 345, 1090]
listing-entry: — Johannes, Beamt, Washingtonallee 3 b ⌧ 34 bbox=[669, 407, 894, 432]
listing-entry: — Fr., BehAng., Wygandstr. 103 bbox=[921, 1065, 1082, 1077]
surname-heading: Ruser — bbox=[921, 510, 964, 522]
listing-entry: — Kurt, Süßw. ⌧ 84 04 04, Nordmeerstr. 19 ⌧ 95 bbox=[921, 949, 1145, 974]
listing-entry: — Kurt, Betonbauer, Georg-Wilhelm-Straße 62b ⌧ Wi bbox=[165, 1581, 385, 1606]
facing-page-line: Hohnerkamp 89 ⌧ Bra bbox=[1329, 1040, 1447, 1052]
listing-entry: — Konrad, Mal., Valentinskamp 36/37 bbox=[165, 1568, 356, 1580]
surname-heading: Ruschinski — bbox=[669, 575, 737, 587]
listing-entry: — Hellm., KrimBeamt., Kedenburgstr. 31 ⌧ 70 bbox=[165, 1104, 387, 1129]
facing-page-line: — Rob, Arb, Grasredder 32 ⌧ Bgd bbox=[1329, 1415, 1504, 1426]
listing-entry: — Henry, Neuer Steinweg 2d ⌧ 11 bbox=[669, 1117, 848, 1129]
facing-page-line: — Ida, Pens., Eppendorfer Weg 26 bbox=[1329, 279, 1503, 291]
listing-entry: — Heinrich, Ang., Groothoffgasse 1 bbox=[165, 988, 345, 1000]
listing-entry: — Frau Lydia, Sonnenlinie 23 ⌧ La bbox=[165, 1646, 343, 1658]
listing-entry: — Chr., Rentn ⌧ 86 42 20, Fuhlendorfweg 16 ⌧ Blk bbox=[417, 884, 649, 909]
listing-entry: — Martha, Herwigredder 42a ⌧ Ri bbox=[669, 446, 845, 458]
surname-heading: Rushston — bbox=[921, 678, 982, 690]
listing-entry: — Walt., Ang., Klgv. 426, Parz. 72 ⌧ 20 bbox=[921, 872, 1122, 884]
listing-entry: — Thea, Rentn., Barlachstr. 11 bbox=[417, 497, 573, 509]
facing-page-line: — Karl-H., Kwf., Tibarg 25a ⌧ 61 bbox=[1329, 808, 1497, 820]
listing-entry: — Johanna, Steindamm 21 ⌧ 1 bbox=[165, 1427, 326, 1438]
listing-entry: — Gertrud, Gerade Str. 25 ⌧ Harb bbox=[165, 781, 341, 793]
listing-entry: — Günter, HHA-Ang., Vollmersweg 5 bbox=[921, 1659, 1106, 1671]
facing-page-line: — Marie-L. ⌧ 22 04 32, Heinskamp bbox=[1329, 1169, 1511, 1181]
